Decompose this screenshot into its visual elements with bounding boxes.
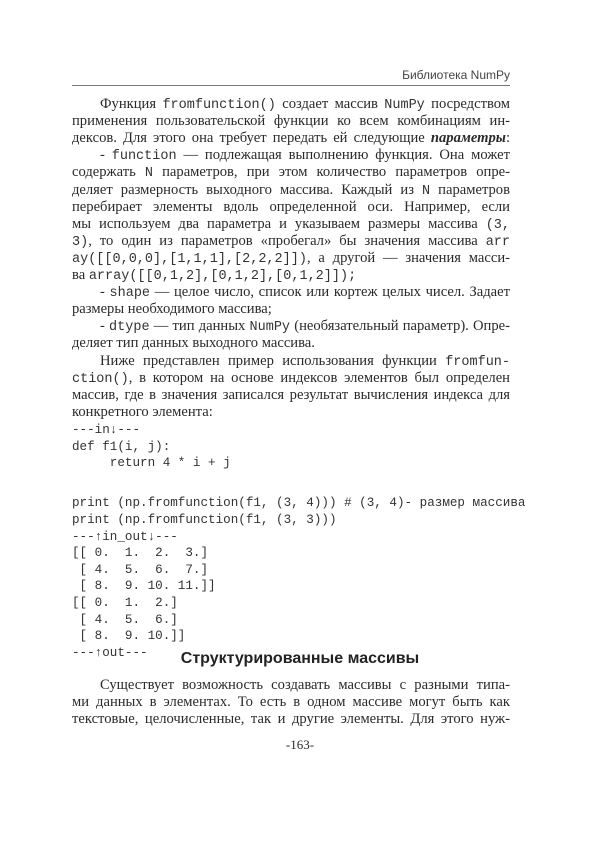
text-span: - xyxy=(100,284,110,301)
inline-code: ay([[0,0,0],[1,1,1],[2,2,2]]) xyxy=(72,251,307,267)
text-line xyxy=(100,284,510,302)
text-line xyxy=(72,250,510,268)
inline-code: (3, xyxy=(485,217,510,233)
inline-code: 3) xyxy=(72,234,89,250)
text-line xyxy=(72,216,510,234)
text-span: , а другой — значения масси- xyxy=(306,249,510,266)
text-span: деляет тип данных выходного массива. xyxy=(72,335,315,352)
text-line xyxy=(72,301,510,318)
text-span: деляет размерность выходного массива. Каждый из xyxy=(72,181,423,198)
section-heading: Структурированные массивы xyxy=(180,650,420,667)
text-span: Функция xyxy=(100,96,163,112)
page-number: -163- xyxy=(285,737,315,752)
text-span: - xyxy=(100,318,110,335)
text-line xyxy=(100,353,510,371)
inline-code: array([[0,1,2],[0,1,2],[0,1,2]]); xyxy=(88,269,357,284)
text-line xyxy=(100,96,510,114)
text-span: массив, где в значения записался результат вычисления индекса для xyxy=(72,386,510,403)
inline-code: dtype xyxy=(109,320,150,336)
inline-code: N xyxy=(144,166,153,182)
text-line xyxy=(72,182,510,200)
text-line xyxy=(72,267,510,285)
text-span: мы используем два параметра и указываем размеры массива xyxy=(72,215,486,232)
text-line xyxy=(72,199,510,216)
text-span: содержать xyxy=(72,164,145,181)
text-line xyxy=(72,370,510,388)
inline-code: fromfun- xyxy=(445,354,510,370)
text-span: , в котором на основе индексов элементов был определен xyxy=(128,369,510,386)
running-header: Библиотека NumPy xyxy=(402,68,510,82)
inline-code: ction() xyxy=(72,371,129,387)
code-line: return 4 * i + j xyxy=(72,456,231,471)
inline-code: fromfunction() xyxy=(162,98,276,113)
text-span: : xyxy=(505,130,510,147)
text-span: применения пользовательской функции ко всем комбинациям ин- xyxy=(72,113,510,130)
text-span: , то один из параметров «пробегал» бы значения массива xyxy=(88,232,486,249)
text-span: создает массив xyxy=(275,96,385,112)
text-span: — подлежащая выполнению функция. Она может xyxy=(176,147,510,164)
text-line xyxy=(72,711,510,728)
text-line xyxy=(72,164,510,182)
code-line: [ 8. 9. 10. 11.]] xyxy=(72,579,216,594)
text-span: - xyxy=(100,147,112,164)
text-span: текстовые, целочисленные, так и другие элементы. Для этого нуж- xyxy=(72,711,510,728)
text-span: дексов. Для этого она требует передать ей следующие xyxy=(72,130,431,147)
text-span: ми данных в элементах. То есть в одном массиве могут быть как xyxy=(72,694,510,711)
code-line: ---↑in_out↓--- xyxy=(72,529,178,544)
inline-code: NumPy xyxy=(249,320,291,336)
text-line xyxy=(100,318,510,336)
text-line xyxy=(100,147,510,165)
code-line: [ 4. 5. 6. 7.] xyxy=(72,562,209,577)
text-span: перебирает элементы вдоль определенной оси. Например, если xyxy=(72,198,510,215)
text-line xyxy=(72,404,510,421)
text-line xyxy=(72,233,510,251)
text-span: конкретного элемента: xyxy=(72,403,213,420)
text-line xyxy=(72,130,510,147)
text-line xyxy=(72,335,510,352)
code-line: [ 8. 9. 10.]] xyxy=(72,629,186,644)
code-line: [[ 0. 1. 2.] xyxy=(72,596,178,610)
header-rule xyxy=(72,85,510,86)
inline-code: NumPy xyxy=(384,98,425,113)
text-span: — целое число, список или кортеж целых чисел. Задает xyxy=(150,284,510,301)
inline-code: N xyxy=(422,183,431,199)
inline-code: arr xyxy=(485,234,510,250)
code-line: ---↑out--- xyxy=(72,645,148,660)
inline-code: shape xyxy=(109,286,151,302)
text-line xyxy=(72,694,510,711)
text-line xyxy=(72,387,510,404)
code-line: [[ 0. 1. 2. 3.] xyxy=(72,546,209,561)
text-span: Ниже представлен пример использования функции xyxy=(100,352,446,369)
text-line xyxy=(72,113,510,130)
code-line: [ 4. 5. 6.] xyxy=(72,612,178,627)
text-span: параметры xyxy=(430,130,506,147)
text-span: (необязательный параметр). Опре- xyxy=(290,318,510,335)
text-span: посредством xyxy=(424,96,510,112)
text-span: параметров xyxy=(430,181,510,198)
text-line xyxy=(100,677,510,694)
code-line: ---in↓--- xyxy=(72,423,141,437)
text-span: Существует возможность создавать массивы с разными типа- xyxy=(100,677,510,693)
code-line: def f1(i, j): xyxy=(72,439,171,454)
code-line: print (np.fromfunction(f1, (3, 3))) xyxy=(72,513,337,527)
text-span: — тип данных xyxy=(149,318,250,335)
text-span: размеры необходимого массива; xyxy=(72,301,272,318)
inline-code: function xyxy=(111,149,177,165)
code-line: print (np.fromfunction(f1, (3, 4))) # (3, 4)- размер массива xyxy=(72,496,526,511)
text-span: ва xyxy=(72,267,89,283)
text-span: параметров, при этом количество параметров опре- xyxy=(153,164,510,181)
